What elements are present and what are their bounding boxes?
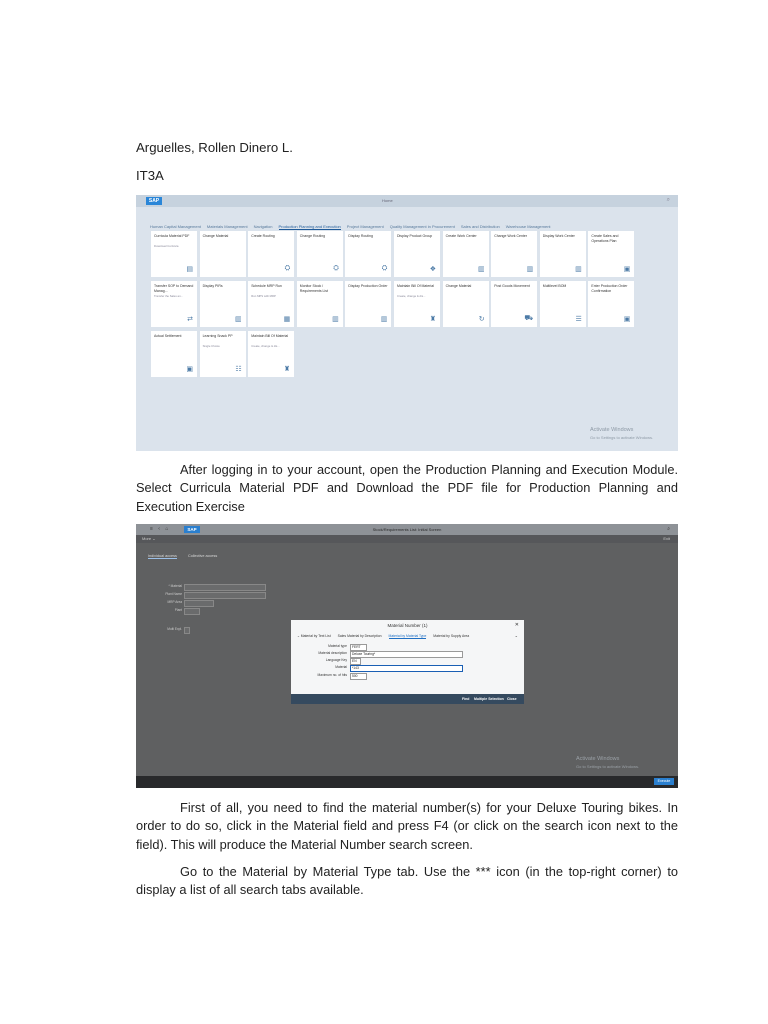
factory-icon: ▥ (332, 316, 339, 323)
routing-icon: ⛭ (333, 265, 339, 272)
footer-bar (136, 776, 678, 788)
material-description-input[interactable]: Deluxe Touring* (350, 651, 463, 658)
dialog-title: Material Number (1) (387, 623, 428, 628)
material-type-label: Material type (328, 644, 347, 648)
group-tabs (150, 215, 557, 229)
plant-name-label: Plant Name (165, 592, 182, 596)
search-icon[interactable]: ⌕ (666, 197, 670, 203)
tile-title: Display Product Group (397, 234, 433, 238)
tile-title: Multilevel BOM (542, 284, 567, 288)
more-menu[interactable]: More ⌄ (142, 536, 156, 541)
group-tab[interactable]: Quality Management in Procurement (389, 224, 455, 229)
tile-title: Create Work Center (445, 234, 477, 238)
app-tile[interactable] (151, 331, 197, 377)
dialog-tabs (297, 634, 475, 638)
tile-title: Maintain Bill Of Material (397, 284, 434, 288)
app-tile[interactable] (297, 231, 343, 277)
tab-sales-material-by-description[interactable]: Sales Material by Description (337, 634, 382, 638)
tile-title: Create Routing (251, 234, 275, 238)
language-key-input[interactable]: EN (350, 658, 361, 665)
document-icon: ▣ (623, 266, 631, 273)
max-hits-input[interactable]: 500 (350, 673, 367, 680)
language-key-label: Language Key (325, 658, 347, 662)
tile-subtitle: Transfer the Sales an... (154, 294, 183, 298)
tile-subtitle: Create, change & dis... (397, 294, 426, 298)
bom-icon: ♜ (283, 366, 291, 373)
multi-checkbox[interactable] (184, 627, 190, 634)
app-tile[interactable] (248, 231, 294, 277)
dialog-footer (291, 694, 524, 704)
checklist-icon: ☷ (235, 366, 242, 373)
tile-title: Display Production Order (348, 284, 388, 288)
tile-title: Transfer SOP to Demand Manag... (154, 284, 194, 293)
group-tab[interactable]: Navigation (253, 224, 273, 229)
app-tile[interactable] (443, 231, 489, 277)
app-tile[interactable] (588, 231, 634, 277)
group-tab[interactable]: Project Management (346, 224, 384, 229)
material-label: * Material (168, 584, 182, 588)
tile-title: Post Goods Movement (494, 284, 530, 288)
group-tab[interactable]: Warehouse Management (505, 224, 551, 229)
plant-name-input[interactable] (184, 592, 266, 599)
material-type-input[interactable]: FERT (350, 644, 367, 651)
more-tabs-icon[interactable]: ⌄ (514, 633, 518, 638)
tile-title: Change Material (202, 234, 229, 238)
student-name: Arguelles, Rollen Dinero L. (136, 140, 293, 155)
instruction-paragraph-1 (136, 461, 678, 516)
nav-icons[interactable]: ≡ ‹ ⌂ (150, 526, 171, 532)
plant-input[interactable] (184, 608, 200, 615)
group-tab[interactable]: Materials Management (206, 224, 248, 229)
factory-icon: ▥ (477, 266, 485, 273)
mrp-area-label: MRP Area (167, 600, 182, 604)
app-tile[interactable] (540, 281, 586, 327)
tile-subtitle: Create, change & dis... (251, 344, 280, 348)
instruction-paragraph-2 (136, 799, 678, 854)
truck-icon: ⛟ (524, 315, 534, 322)
search-icon[interactable]: ⌕ (667, 526, 670, 532)
app-tile[interactable] (345, 281, 391, 327)
transfer-icon: ⇄ (187, 316, 193, 323)
factory-icon: ▥ (526, 266, 534, 273)
document-icon: ▣ (186, 366, 193, 373)
pdf-icon: ▤ (186, 266, 193, 273)
shell-title: Home (382, 198, 393, 203)
tile-subtitle: Run MPS with MRP (251, 294, 276, 298)
stock-requirements-screenshot (136, 524, 678, 788)
close-button[interactable]: Close (507, 697, 517, 701)
factory-icon: ▥ (575, 266, 582, 273)
sap-logo: SAP (184, 526, 200, 533)
tile-title: Learning Snack PP (202, 334, 233, 338)
list-icon: ☰ (575, 316, 582, 323)
menu-bar (136, 535, 678, 543)
app-tile[interactable] (200, 231, 246, 277)
app-tile[interactable] (540, 231, 586, 277)
tile-title: Change Work Center (494, 234, 527, 238)
document-icon: ▣ (623, 316, 631, 323)
watermark-title: Activate Windows (590, 427, 634, 433)
shell-bar (136, 524, 678, 535)
paragraph-3-text: Go to the Material by Material Type tab. Use the *** icon (in the top-right corner) to display a list of all search tabs available. (136, 864, 678, 898)
group-tab[interactable]: Production Planning and Execution (278, 224, 341, 229)
app-tile[interactable] (248, 331, 294, 377)
max-hits-label: Maximum no. of hits (317, 673, 347, 677)
group-tab[interactable]: Human Capital Management (150, 224, 201, 229)
mrp-area-input[interactable] (184, 600, 214, 607)
app-tile[interactable] (248, 281, 294, 327)
app-tile[interactable] (588, 281, 634, 327)
material-input[interactable] (184, 584, 266, 591)
chart-icon: ▦ (283, 316, 291, 323)
tile-title: Display PIRs (202, 284, 223, 288)
tile-title: Maintain Bill Of Material (251, 334, 289, 338)
app-tile[interactable] (297, 281, 343, 327)
factory-icon: ▥ (234, 316, 242, 323)
tile-title: Create Sales and Operations Plan (591, 234, 619, 243)
multiple-selection-button[interactable]: Multiple Selection (474, 697, 504, 701)
tab-material-by-material-type[interactable]: Material by Material Type (388, 634, 427, 638)
paragraph-1-text: After logging in to your account, open the Production Planning and Execution Module. Select Curricula Material PDF and Download the PDF file for Production Planning and Execution Exercise (136, 462, 678, 514)
plant-label: Plant (174, 608, 182, 612)
multi-label: Multi Expl. (167, 627, 182, 631)
sap-logo: SAP (146, 197, 162, 205)
tile-title: Change Routing (299, 234, 326, 238)
material-field-label: Material (335, 665, 347, 669)
tile-subtitle: Download Curricula (154, 244, 179, 248)
access-tabs (148, 554, 227, 558)
shell-bar (136, 195, 678, 207)
app-tile[interactable] (394, 231, 440, 277)
activate-windows-watermark (576, 756, 639, 770)
tab-individual-access[interactable]: Individual access (148, 554, 177, 558)
tile-subtitle: Single Choice (202, 344, 220, 348)
factory-icon: ▥ (380, 316, 388, 323)
group-icon: ❖ (429, 266, 436, 273)
tab-collective-access[interactable]: Collective access (187, 554, 218, 558)
app-tile[interactable] (151, 281, 197, 327)
watermark-title: Activate Windows (576, 756, 620, 762)
launchpad-screenshot (136, 195, 678, 451)
tile-title: Curricula Material PDF (154, 234, 190, 238)
screen-title: Stock/Requirements List: Initial Screen (372, 527, 442, 532)
app-tile[interactable] (200, 281, 246, 327)
app-tile[interactable] (394, 281, 440, 327)
bom-icon: ♜ (429, 316, 436, 323)
paragraph-2-text: First of all, you need to find the material number(s) for your Deluxe Touring bikes. In order to do so, click in the Material field and press F4 (or click on the search icon next to the field). This will produce the Material Number search screen. (136, 800, 678, 852)
close-icon[interactable]: ✕ (514, 622, 519, 628)
material-field-input[interactable]: *143 (350, 665, 463, 672)
routing-icon: ⛭ (381, 265, 388, 272)
tile-title: Schedule MRP Run (251, 284, 282, 288)
watermark-subtitle: Go to Settings to activate Windows. (576, 764, 640, 769)
group-tab[interactable]: Sales and Distribution (460, 224, 500, 229)
routing-icon: ⛭ (284, 265, 291, 272)
execute-button[interactable]: Execute (654, 778, 674, 785)
student-section: IT3A (136, 168, 164, 183)
tile-title: Actual Settlement (154, 334, 182, 338)
instruction-paragraph-3 (136, 863, 678, 900)
app-tile[interactable] (200, 331, 246, 377)
refresh-icon: ↻ (478, 316, 485, 323)
app-tile[interactable] (443, 281, 489, 327)
app-tile[interactable] (491, 231, 537, 277)
find-button[interactable]: Find (462, 697, 470, 701)
tile-title: Display Work Center (542, 234, 575, 238)
app-tile[interactable] (151, 231, 197, 277)
app-tile[interactable] (345, 231, 391, 277)
material-number-dialog (291, 620, 524, 704)
tile-title: Enter Production Order Confirmation (591, 284, 628, 293)
tile-title: Monitor Stock / Requirements List (299, 284, 329, 293)
material-description-label: Material description (318, 651, 347, 655)
tile-title: Display Routing (348, 234, 373, 238)
tab-material-by-supply-area[interactable]: Material by Supply Area (433, 634, 470, 638)
tab-material-by-text-list[interactable]: ⌄ Material by Text List (297, 634, 331, 638)
tile-title: Change Material (445, 284, 472, 288)
exit-button[interactable]: Exit (663, 536, 670, 541)
activate-windows-watermark (590, 427, 653, 441)
watermark-subtitle: Go to Settings to activate Windows. (590, 435, 654, 440)
app-tile[interactable] (491, 281, 537, 327)
